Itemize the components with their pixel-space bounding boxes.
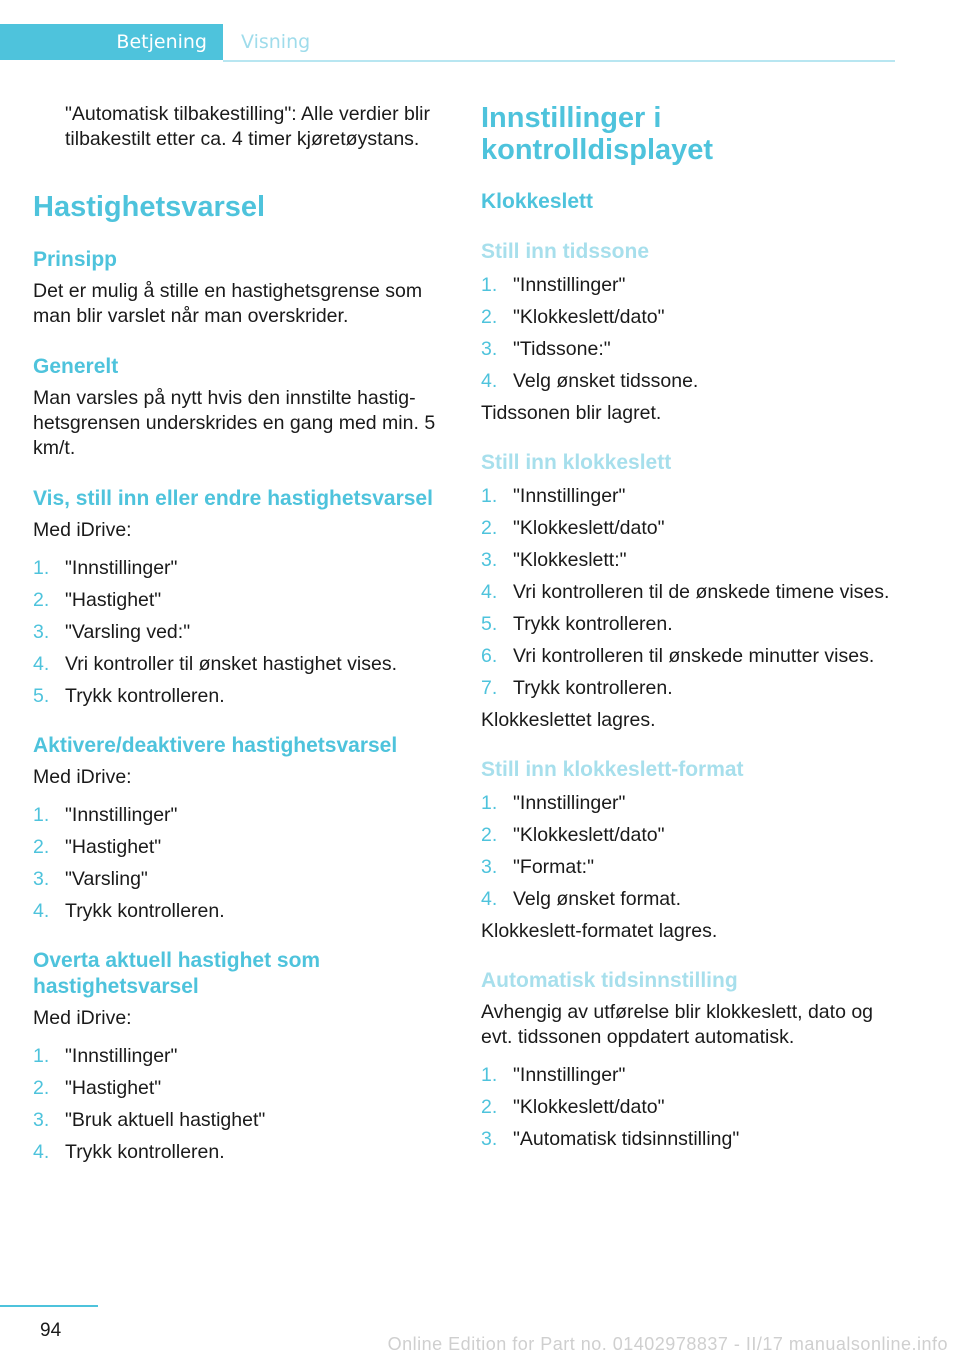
heading-aktivere: Aktivere/deaktivere hastighetsvarsel (33, 734, 398, 757)
format-steps-list (481, 791, 891, 912)
section-tab-visning (223, 24, 310, 60)
auto-steps-list (481, 1063, 891, 1152)
list-item: 2. "Klokkeslett/dato" (481, 306, 665, 328)
show-steps-list (33, 556, 453, 709)
format-result: Klokkeslett-formatet lagres. (481, 920, 718, 942)
list-item: 3. "Automatisk tidsinnstilling" (481, 1128, 740, 1150)
section-next-label: Visning (241, 31, 311, 53)
list-item: 3. "Varsling" (33, 868, 148, 890)
watermark-site: Online Edition for Part no. 01402978837 - II/17 manualsonline.info (387, 1334, 948, 1354)
heading-tidssone: Still inn tidssone (481, 240, 650, 263)
list-item: 2. "Klokkeslett/dato" (481, 1096, 665, 1118)
time-result: Klokkeslettet lagres. (481, 709, 656, 731)
right-column (481, 102, 891, 1152)
list-item: 2. "Hastighet" (33, 589, 162, 611)
heading-vis-still-inn: Vis, still inn eller endre hastighetsvarsel (33, 487, 433, 510)
list-item: 4. Velg ønsket tidssone. (481, 370, 699, 392)
left-column (33, 102, 453, 1165)
list-item: 4. Vri kontroller til ønsket hastighet vises. (33, 653, 397, 675)
list-item: 3. "Tidssone:" (481, 338, 611, 360)
list-item: 5. Trykk kontrolleren. (481, 613, 673, 635)
list-item: 4. Vri kontrolleren til de ønskede timene vises. (481, 581, 890, 603)
takeover-steps-list (33, 1044, 453, 1165)
heading-generelt: Generelt (33, 355, 119, 378)
list-item: 1. "Innstillinger" (481, 792, 626, 814)
section-tab-betjening (0, 24, 223, 60)
list-item: 2. "Klokkeslett/dato" (481, 824, 665, 846)
section-title-innstillinger: Innstillinger i kontrolldisplayet (481, 102, 714, 166)
list-item: 3. "Klokkeslett:" (481, 549, 627, 571)
tz-result: Tidssonen blir lagret. (481, 402, 662, 424)
heading-overta: Overta aktuell hastighet som hastighetsvarsel (33, 949, 321, 998)
time-steps-list (481, 484, 891, 701)
tz-steps-list (481, 273, 891, 394)
heading-still-inn-klokkeslett: Still inn klokkeslett (481, 451, 672, 474)
list-item: 4. Velg ønsket format. (481, 888, 681, 910)
list-item: 4. Trykk kontrolleren. (33, 900, 225, 922)
list-item: 1. "Innstillinger" (33, 1045, 178, 1067)
general-text: Man varsles på nytt hvis den innstilte hastighetsgrensen underskrides en gang med min. 5 km/t. (33, 387, 436, 459)
page-number: 94 (40, 1320, 62, 1341)
intro-paragraph: "Automatisk tilbakestilling": Alle verdier blir tilbakestilt etter ca. 4 timer kjøretøystans. (65, 103, 430, 150)
show-intro: Med iDrive: (33, 519, 132, 541)
list-item: 1. "Innstillinger" (481, 1064, 626, 1086)
activate-intro: Med iDrive: (33, 766, 132, 788)
list-item: 3. "Format:" (481, 856, 595, 878)
activate-steps-list (33, 803, 453, 924)
list-item: 2. "Hastighet" (33, 836, 162, 858)
principle-text: Det er mulig å stille en hastighetsgrense som man blir varslet når man overskrider. (33, 280, 423, 327)
list-item: 2. "Klokkeslett/dato" (481, 517, 665, 539)
section-tab-label: Betjening (116, 31, 207, 53)
list-item: 3. "Varsling ved:" (33, 621, 191, 643)
header-rule (223, 60, 895, 62)
list-item: 1. "Innstillinger" (481, 485, 626, 507)
heading-prinsipp: Prinsipp (33, 248, 118, 271)
heading-klokkeslett: Klokkeslett (481, 190, 594, 213)
list-item: 6. Vri kontrolleren til ønskede minutter vises. (481, 645, 875, 667)
list-item: 7. Trykk kontrolleren. (481, 677, 673, 699)
auto-text: Avhengig av utførelse blir klokkeslett, dato og evt. tidssonen oppdatert automatisk. (481, 1001, 874, 1048)
list-item: 2. "Hastighet" (33, 1077, 162, 1099)
list-item: 3. "Bruk aktuell hastighet" (33, 1109, 266, 1131)
list-item: 1. "Innstillinger" (33, 804, 178, 826)
heading-klokkeslett-format: Still inn klokkeslett-format (481, 758, 744, 781)
takeover-intro: Med iDrive: (33, 1007, 132, 1029)
section-title-hastighetsvarsel: Hastighetsvarsel (33, 191, 266, 223)
list-item: 5. Trykk kontrolleren. (33, 685, 225, 707)
heading-automatisk-tid: Automatisk tidsinnstilling (481, 969, 738, 992)
list-item: 1. "Innstillinger" (33, 557, 178, 579)
list-item: 4. Trykk kontrolleren. (33, 1141, 225, 1163)
list-item: 1. "Innstillinger" (481, 274, 626, 296)
footer-rule (0, 1305, 98, 1307)
